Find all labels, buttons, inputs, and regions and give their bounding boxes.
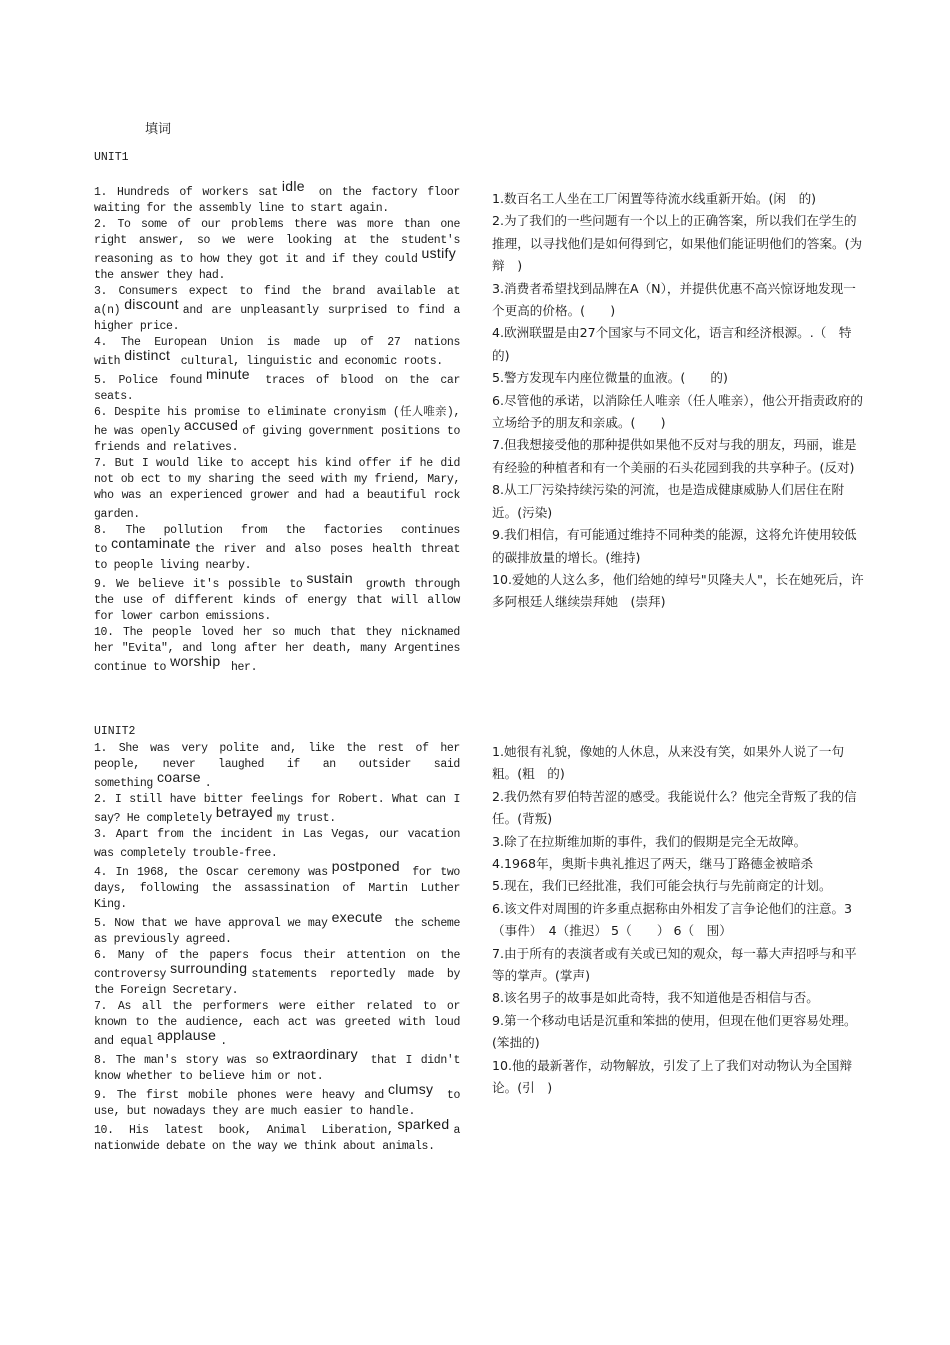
translation-item: 4.1968年，奥斯卡典礼推迟了两天，继马丁路德金被暗杀	[492, 856, 814, 872]
exercise-item: 9. The first mobile phones were heavy and clumsy to use, but nowadays they are much easier to handle.	[94, 1081, 460, 1118]
page-title: 填词	[145, 122, 172, 137]
unit1-english-column	[94, 178, 460, 676]
translation-item: 6.该文件对周围的许多重点据称由外相发了言争论他们的注意。3（事件） 4（推迟） 5（ ） 6（ 围）	[492, 900, 853, 939]
translation-item: 9.我们相信，有可能通过维持不同种类的能源，这将允许使用较低的碳排放量的增长。(维持)	[492, 527, 857, 565]
translation-item: 1.数百名工人坐在工厂闲置等待流水线重新开始。(闲 的)	[492, 191, 817, 206]
answer-word: execute	[331, 909, 383, 925]
answer-word: discount	[124, 296, 179, 312]
answer-word: betrayed	[215, 804, 273, 820]
answer-word	[140, 500, 148, 516]
translation-item: 7.但我想接受他的那种提供如果他不反对与我的朋友，玛丽，谁是有经验的种植者和有一个美丽的石头花园到我的共享种子。(反对)	[492, 437, 857, 475]
exercise-item: 5. Now that we have approval we may execute the scheme as previously agreed.	[94, 909, 461, 946]
exercise-item: 3. Apart from the incident in Las Vegas, our vacation was completely trouble-free.	[94, 828, 460, 860]
answer-word: applause	[156, 1027, 217, 1043]
answer-word: sparked	[397, 1116, 450, 1132]
answer-word: accused	[183, 417, 239, 433]
exercise-item: 9. We believe it's possible to sustain growth through the use of different kinds of energy that will allow for lower carbon emissions.	[94, 570, 460, 623]
translation-item: 10.他的最新著作，动物解放，引发了上了我们对动物认为全国辩论。(引 )	[492, 1057, 853, 1096]
answer-word: contaminate	[111, 535, 191, 551]
translation-item: 10.爱她的人这么多，他们给她的绰号"贝隆夫人"，长在她死后，许多阿根廷人继续崇拜她 (崇拜)	[492, 571, 864, 610]
exercise-item: 2. To some of our problems there was more than one right answer, so we were looking at the student's reasoning as to how they got it and if they could ustify the answer they had.	[94, 218, 460, 282]
answer-word: distinct	[124, 347, 171, 363]
exercise-item: 5. Police found minute traces of blood on the car seats.	[94, 366, 460, 403]
exercise-item: 1. She was very polite and, like the rest of her people, never laughed if an outsider said something coarse .	[94, 742, 460, 790]
translation-item: 4.欧洲联盟是由27个国家与不同文化，语言和经济根源。.（ 特的)	[492, 325, 852, 363]
exercise-item: 4. In 1968, the Oscar ceremony was postponed for two days, following the assassination of Martin Luther King.	[94, 858, 460, 911]
answer-word: sustain	[306, 570, 353, 586]
answer-word: worship	[170, 653, 221, 669]
translation-item: 2.我仍然有罗伯特苦涩的感受。我能说什么？他完全背叛了我的信任。(背叛)	[492, 788, 857, 827]
exercise-item: 4. The European Union is made up of 27 nations with distinct cultural, linguistic and economic roots.	[94, 336, 460, 368]
translation-item: 8.从工厂污染持续污染的河流，也是造成健康威胁人们居住在附近。(污染)	[492, 482, 845, 520]
answer-word: postponed	[331, 858, 400, 874]
unit2-chinese-column	[492, 741, 868, 1100]
translation-item: 7.由于所有的表演者或有关或已知的观众，每一幕大声招呼与和平等的掌声。(掌声)	[492, 945, 857, 984]
translation-item: 1.她很有礼貌，像她的人休息，从来没有笑，如果外人说了一句粗。(粗 的)	[492, 744, 845, 782]
exercise-item: 6. Many of the papers focus their attention on the controversy surrounding statements reportedly made by the Foreign Secretary.	[94, 949, 460, 997]
exercise-item: 6. Despite his promise to eliminate cronyism (任人唯亲), he was openly accused of giving government positions to friends and relatives.	[94, 406, 460, 454]
answer-word: surrounding	[170, 960, 248, 976]
exercise-item: 8. The man's story was so extraordinary that I didn't know whether to believe him or not.	[94, 1046, 461, 1083]
translation-item: 5.警方发现车内座位微量的血液。( 的)	[492, 370, 728, 386]
exercise-item: 1. Hundreds of workers sat idle on the factory floor waiting for the assembly line to start again.	[94, 178, 460, 215]
unit1-chinese-column	[492, 188, 888, 614]
translation-item: 6.尽管他的承诺，以消除任人唯亲（任人唯亲），他公开指责政府的立场给予的朋友和亲戚。( )	[492, 392, 863, 431]
unit2-heading: UINIT2	[94, 725, 136, 738]
exercise-item: 2. I still have bitter feelings for Robert. What can I say? He completely betrayed my trust.	[94, 793, 460, 825]
unit2-english-column	[94, 741, 460, 1155]
exercise-item: 10. The people loved her so much that they nicknamed her "Evita", and long after her death, many Argentines continue to worship her.	[94, 626, 460, 674]
answer-word: extraordinary	[272, 1046, 358, 1062]
exercise-item: 8. The pollution from the factories continues to contaminate the river and also poses health threat to people living nearby.	[94, 524, 460, 572]
exercise-item: 3. Consumers expect to find the brand available at a(n) discount and are unpleasantly surprised to find a higher price.	[94, 285, 460, 333]
translation-item: 9.第一个移动电话是沉重和笨拙的使用，但现在他们更容易处理。(笨拙的)	[492, 1012, 857, 1051]
exercise-item: 10. His latest book, Animal Liberation, sparked a nationwide debate on the way we think about animals.	[94, 1116, 460, 1153]
translation-item: 2.为了我们的一些问题有一个以上的正确答案，所以我们在学生的推理，以寻找他们是如何得到它，如果他们能证明他们的答案。(为 辩 )	[492, 213, 888, 274]
translation-item: 3.除了在拉斯维加斯的事件，我们的假期是完全无故障。	[492, 833, 807, 849]
answer-word: minute	[206, 366, 250, 382]
answer-word	[277, 839, 285, 855]
answer-word: ustify	[421, 245, 456, 261]
translation-item: 8.该名男子的故事是如此奇特，我不知道他是否相信与否。	[492, 990, 819, 1006]
translation-item: 3.消费者希望找到品牌在A（N），并提供优惠不高兴惊讶地发现一个更高的价格。( )	[492, 280, 856, 319]
unit1-heading: UNIT1	[94, 151, 129, 164]
answer-word: coarse	[156, 769, 201, 785]
exercise-item: 7. But I would like to accept his kind offer if he did not ob ect to my sharing the seed with my friend, Mary, who was an experienced grower and had a beautiful rock garden.	[94, 457, 460, 521]
answer-word: idle	[281, 178, 305, 194]
exercise-item: 7. As all the performers were either related to or known to the audience, each act was greeted with loud and equal applause .	[94, 1000, 460, 1048]
answer-word: clumsy	[387, 1081, 434, 1097]
translation-item: 5.现在，我们已经批准，我们可能会执行与先前商定的计划。	[492, 878, 832, 894]
